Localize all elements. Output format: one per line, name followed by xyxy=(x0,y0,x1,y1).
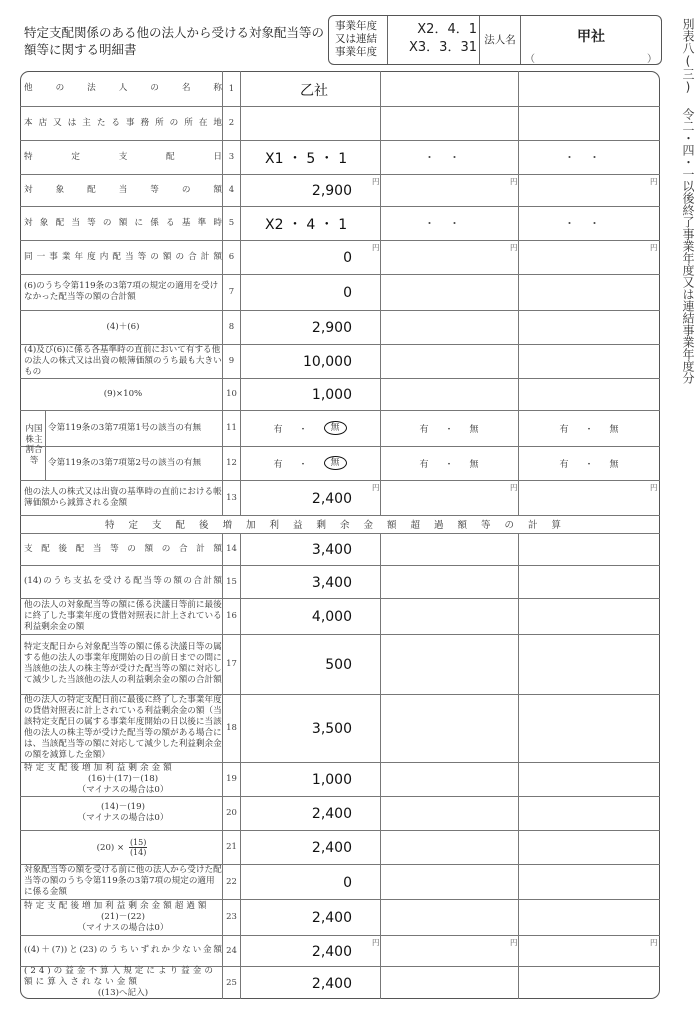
row-4-label: 対象配当等の額 xyxy=(24,184,222,195)
header-info-box xyxy=(328,15,662,65)
form-title: 特定支配関係のある他の法人から受ける対象配当等の額等に関する明細書 xyxy=(24,25,325,57)
row-23-number: 23 xyxy=(226,912,237,922)
yen-mark: 円 xyxy=(510,938,518,947)
yen-mark: 円 xyxy=(650,177,658,186)
row-3-date-dots: ・・ xyxy=(564,151,614,164)
row-8-label: (4)＋(6) xyxy=(106,321,140,332)
row-3-value: X1 ・ 5 ・ 1 xyxy=(265,151,348,167)
row-9-label: (4)及び(6)に係る各基準時の直前において有する他の法人の株式又は出資の帳簿価額のうち最も大きいもの xyxy=(24,344,222,377)
column-divider xyxy=(380,533,381,999)
row-8-value: 2,900 xyxy=(311,320,352,336)
row-23-label: 特定支配後増加利益剰余金額超過額 (21)－(22) （マイナスの場合は0） xyxy=(24,900,210,933)
row-divider xyxy=(20,174,660,175)
row-19-label: 特定支配後増加利益剰余金額 (16)＋(17)－(18) （マイナスの場合は0） xyxy=(24,762,175,795)
row-11-label: 令第119条の3第7項第1号の該当の有無 xyxy=(48,422,202,433)
row-22-label: 対象配当等の額を受ける前に他の法人から受けた配当等の額のうち令第119条の3第7項の規定の適用に係る金額 xyxy=(24,865,222,897)
row-3-date-dots: ・・ xyxy=(424,151,474,164)
row-divider xyxy=(20,634,660,635)
row-divider xyxy=(20,310,660,311)
row-5-date-dots: ・・ xyxy=(564,217,614,230)
row-21-value: 2,400 xyxy=(311,840,352,856)
row-14-value: 3,400 xyxy=(311,542,352,558)
row-7-value: 0 xyxy=(343,285,352,301)
side-vertical-text: 別表八(三) 令二・四・一以後終了事業年度又は連結事業年度分 xyxy=(681,18,695,384)
row-11-yes-no: 有 ・ 無 xyxy=(240,410,380,446)
row-5-date-dots: ・・ xyxy=(424,217,474,230)
row-5-label: 対象配当等の額に係る基準時 xyxy=(24,217,222,228)
section-heading: 特定支配後増加利益剰余金額超過額等の計算 xyxy=(104,520,575,531)
period-to: X3．3．31 xyxy=(409,40,477,55)
row-21-number: 21 xyxy=(226,842,237,852)
row-12-yes-no: 有 ・ 無 xyxy=(559,459,619,470)
row-12-label: 令第119条の3第7項第2号の該当の有無 xyxy=(48,457,202,468)
row-3-label: 特定支配日 xyxy=(24,151,222,162)
row-1-number: 1 xyxy=(228,83,235,94)
row-divider xyxy=(20,274,660,275)
no-circled-mark: 無 xyxy=(324,421,347,435)
row-2-number: 2 xyxy=(228,118,235,128)
row-13-number: 13 xyxy=(226,492,237,503)
row-2-label: 本店又は主たる事務所の所在地 xyxy=(24,117,222,128)
row-21-label: (20) × $\frac{(15)}{(14)}$ xyxy=(96,837,147,857)
row-25-number: 25 xyxy=(226,977,237,988)
yen-mark: 円 xyxy=(372,177,380,186)
row-17-value: 500 xyxy=(325,657,352,673)
row-25-label: (24)の益金不算入規定により益金の額に算入されない金額 ((13)へ記入) xyxy=(24,966,216,998)
row-divider xyxy=(20,565,660,566)
row-19-value: 1,000 xyxy=(311,772,352,788)
yen-mark: 円 xyxy=(650,243,658,252)
row-12-yes-no: 有 ・ 無 xyxy=(240,446,380,480)
row-18-value: 3,500 xyxy=(311,721,352,737)
corp-name: 甲社 xyxy=(577,29,605,45)
no-circled-mark: 無 xyxy=(324,456,347,470)
row-13-label: 他の法人の株式又は出資の基準時の直前における帳簿価額から減算される金額 xyxy=(24,486,222,508)
row-divider xyxy=(20,830,660,831)
period-from: X2．4．1 xyxy=(417,22,477,37)
row-3-number: 3 xyxy=(228,152,235,162)
row-7-label: (6)のうち令第119条の3第7項の規定の適用を受けなかった配当等の額の合計額 xyxy=(24,281,219,302)
row-6-value: 0 xyxy=(343,250,352,266)
corp-name-label: 法人名 xyxy=(484,34,516,46)
row-15-value: 3,400 xyxy=(311,574,352,591)
row-6-number: 6 xyxy=(228,252,235,262)
yen-mark: 円 xyxy=(510,483,518,492)
row-11-yes-no: 有 ・ 無 xyxy=(559,424,619,435)
row-6-label: 同一事業年度内配当等の額の合計額 xyxy=(24,251,222,262)
row-4-number: 4 xyxy=(228,185,235,195)
row-22-number: 22 xyxy=(226,876,237,887)
row-8-number: 8 xyxy=(228,322,235,332)
yen-mark: 円 xyxy=(650,938,658,947)
row-11-yes-no: 有 ・ 無 xyxy=(419,424,479,435)
row-19-number: 19 xyxy=(226,774,237,784)
row-23-value: 2,400 xyxy=(311,910,352,926)
yen-mark: 円 xyxy=(510,177,518,186)
row-24-label: ((4)＋(7))と(23)のうちいずれか少ない金額 xyxy=(24,945,222,955)
group-divider xyxy=(45,410,46,480)
row-14-label: 支配後配当等の額の合計額 xyxy=(24,543,222,554)
row-16-number: 16 xyxy=(226,611,237,621)
row-7-number: 7 xyxy=(228,287,235,297)
row-5-number: 5 xyxy=(228,218,235,228)
row-16-label: 他の法人の対象配当等の額に係る決議日等前に最後に終了した事業年度の貸借対照表に計上されている利益剰余金の額 xyxy=(24,599,222,632)
row-divider xyxy=(20,796,660,797)
row-18-label: 他の法人の特定支配日前に最後に終了した事業年度の貸借対照表に計上されている利益剰余金の額（当該特定支配日の属する事業年度開始の日以後に当該他の法人の株主等が受けた配当等の額がある場合には、当該配当等の額に対応して減少した利益剰余金の額を減算した金額） xyxy=(24,695,222,760)
yen-mark: 円 xyxy=(372,483,380,492)
row-9-number: 9 xyxy=(228,356,235,366)
row-24-value: 2,400 xyxy=(311,943,352,960)
row-18-number: 18 xyxy=(226,723,237,733)
row-20-value: 2,400 xyxy=(311,806,352,822)
row-15-number: 15 xyxy=(226,576,237,587)
row-12-yes-no: 有 ・ 無 xyxy=(419,459,479,470)
row-20-label: (14)－(19) （マイナスの場合は0） xyxy=(77,802,169,823)
row-10-label: (9)×10% xyxy=(103,388,143,399)
row-divider xyxy=(20,480,660,481)
row-15-label: (14)のうち支払を受ける配当等の額の合計額 xyxy=(24,576,222,586)
fiscal-year-label: 事業年度又は連結事業年度 xyxy=(335,20,377,58)
paren-open: （ xyxy=(525,54,535,65)
row-10-number: 10 xyxy=(226,389,237,399)
row-1-label: 他の法人の名称 xyxy=(24,83,222,93)
yen-mark: 円 xyxy=(372,243,380,252)
row-11-number: 11 xyxy=(226,423,237,433)
yen-mark: 円 xyxy=(510,243,518,252)
row-divider xyxy=(20,533,660,534)
row-4-value: 2,900 xyxy=(311,183,352,199)
row-5-value: X2 ・ 4 ・ 1 xyxy=(265,217,348,233)
row-divider xyxy=(20,240,660,241)
row-1-value: 乙社 xyxy=(300,82,328,99)
yen-mark: 円 xyxy=(372,938,380,947)
row-16-value: 4,000 xyxy=(311,609,352,625)
row-22-value: 0 xyxy=(343,874,352,891)
row-17-label: 特定支配日から対象配当等の額に係る決議日等の属する他の法人の事業年度開始の日の前日までの間に当該他の法人の株主等が受けた配当等の額に対応して減少した当該他の法人の利益剰余金の額の合計額 xyxy=(24,642,222,685)
row-12-number: 12 xyxy=(226,458,237,468)
group-label-domestic-shareholder-ratio: 内国株主割合等 xyxy=(25,424,43,466)
row-9-value: 10,000 xyxy=(303,354,352,370)
row-divider xyxy=(20,935,660,936)
row-24-number: 24 xyxy=(226,945,237,956)
row-20-number: 20 xyxy=(226,808,237,818)
row-13-value: 2,400 xyxy=(311,490,352,507)
row-divider xyxy=(20,106,660,107)
row-divider xyxy=(20,378,660,379)
paren-close: ） xyxy=(647,54,657,65)
row-25-value: 2,400 xyxy=(311,975,352,992)
yen-mark: 円 xyxy=(650,483,658,492)
row-14-number: 14 xyxy=(226,544,237,554)
row-10-value: 1,000 xyxy=(311,387,352,403)
row-17-number: 17 xyxy=(226,659,237,669)
column-divider xyxy=(518,533,519,999)
